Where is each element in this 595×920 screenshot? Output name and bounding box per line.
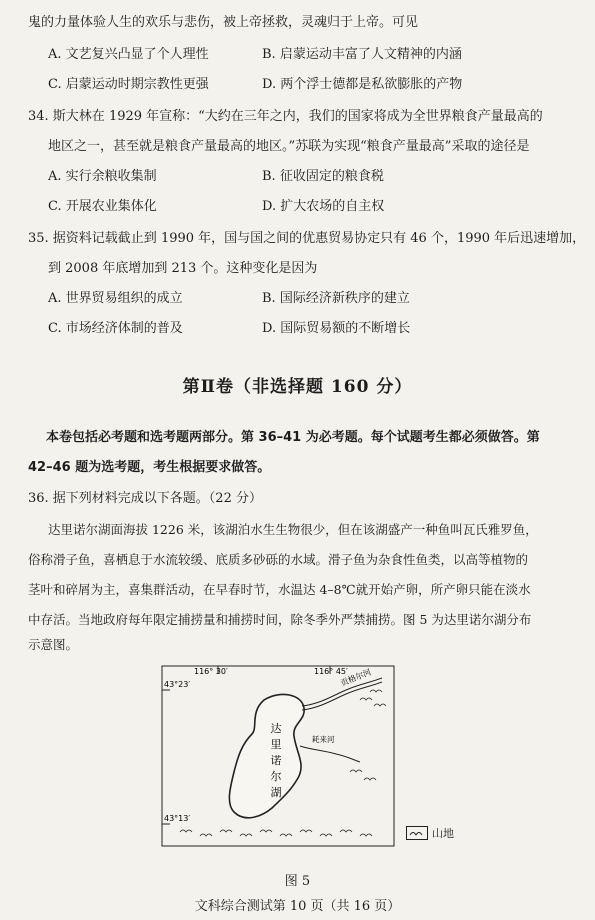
q34-option-d: D. 扩大农场的自主权 (262, 199, 385, 214)
q34-stem-line2: 地区之一，甚至就是粮食产量最高的地区。”苏联为实现“粮食产量最高”采取的途径是 (48, 139, 530, 154)
q36-material-line1: 达里诺尔湖面海拔 1226 米，该湖泊水生生物很少，但在该湖盛产一种鱼叫瓦氏雅罗鱼， (48, 522, 538, 537)
q33-option-c: C. 启蒙运动时期宗教性更强 (48, 77, 209, 92)
mountain-legend-icon (406, 826, 428, 840)
q35-option-b: B. 国际经济新秩序的建立 (262, 291, 410, 306)
q34-option-a: A. 实行余粮收集制 (48, 169, 157, 184)
river-haolai (300, 746, 360, 762)
river-haolai-label: 耗来河 (312, 735, 335, 744)
river-gonggeer-label: 贡格尔河 (339, 667, 373, 688)
lake-label-3: 诺 (270, 754, 282, 767)
figure-caption: 图 5 (284, 874, 311, 889)
q35-option-c: C. 市场经济体制的普及 (48, 321, 183, 336)
section-title: 第Ⅱ卷（非选择题 160 分） (182, 377, 413, 397)
legend-label: 山地 (432, 827, 454, 840)
q35-stem-line1: 35. 据资料记载截止到 1990 年，国与国之间的优惠贸易协定只有 46 个，1990 年后迅速增加， (28, 231, 586, 246)
lon1-label: 116° 30′ (194, 667, 228, 676)
q34-option-b: B. 征收固定的粮食税 (262, 169, 384, 184)
q36-material-line3: 茎叶和碎屑为主，喜集群活动，在早春时节，水温达 4–8℃就开始产卵，所产卵只能在淡水 (28, 582, 531, 597)
q33-option-a: A. 文艺复兴凸显了个人理性 (48, 47, 209, 62)
lon2-label: 116° 45′ (314, 667, 348, 676)
continuation-line: 鬼的力量体验人生的欢乐与悲伤，被上帝拯救，灵魂归于上帝。可见 (28, 15, 419, 30)
q36-material-line4: 中存活。当地政府每年限定捕捞量和捕捞时间，除冬季外严禁捕捞。图 5 为达里诺尔湖分布 (28, 612, 532, 627)
lake-label-5: 湖 (270, 786, 282, 799)
q35-option-d: D. 国际贸易额的不断增长 (262, 321, 411, 336)
q36-material-line2: 俗称滑子鱼，喜栖息于水流较缓、底质多砂砾的水域。滑子鱼为杂食性鱼类，以高等植物的 (28, 552, 529, 567)
instructions-line2: 42–46 题为选考题，考生根据要求做答。 (28, 460, 271, 475)
lat2-label: 43°13′ (164, 814, 191, 823)
lake-outline (229, 694, 304, 817)
q33-option-d: D. 两个浮士德都是私欲膨胀的产物 (262, 77, 463, 92)
q34-stem-line1: 34. 斯大林在 1929 年宣称：“大约在三年之内，我们的国家将成为全世界粮食产量最高的 (28, 109, 543, 124)
q35-option-a: A. 世界贸易组织的成立 (48, 291, 183, 306)
q33-option-b: B. 启蒙运动丰富了人文精神的内涵 (262, 47, 462, 62)
lake-label-1: 达 (270, 722, 282, 735)
map-legend (406, 825, 454, 841)
lake-label-2: 里 (270, 738, 282, 751)
q34-option-c: C. 开展农业集体化 (48, 199, 157, 214)
lat1-label: 43°23′ (164, 680, 191, 689)
lake-label-4: 尔 (270, 770, 282, 783)
q35-stem-line2: 到 2008 年底增加到 213 个。这种变化是因为 (48, 261, 318, 276)
instructions-line1: 本卷包括必考题和选考题两部分。第 36–41 为必考题。每个试题考生都必须做答。第 (46, 430, 540, 445)
lake-map-figure (160, 660, 400, 860)
page-footer: 文科综合测试第 10 页（共 16 页） (194, 899, 401, 914)
q36-stem: 36. 据下列材料完成以下各题。（22 分） (28, 491, 262, 506)
q36-material-line5: 示意图。 (28, 637, 79, 652)
